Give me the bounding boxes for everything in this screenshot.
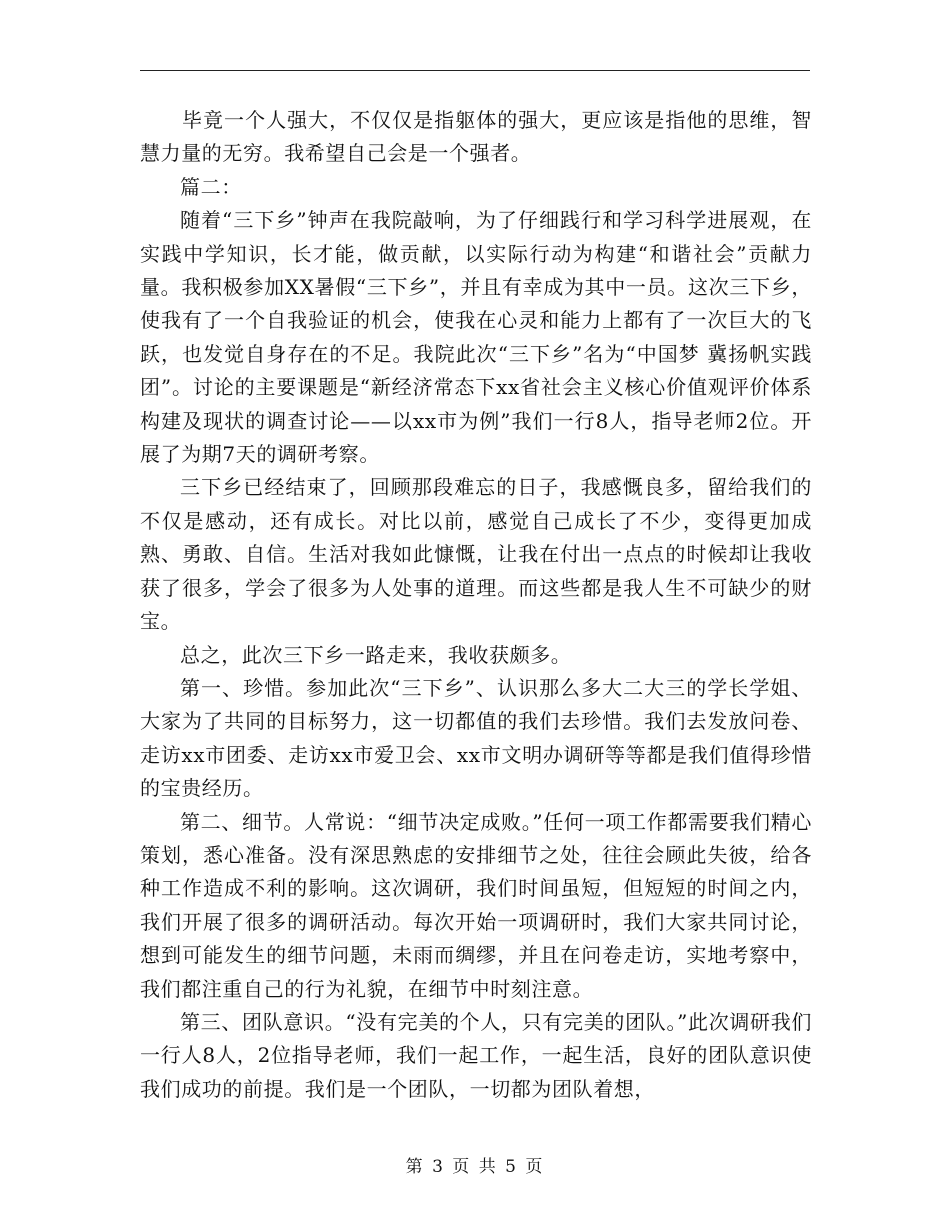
paragraph: 第二、细节。人常说：“细节决定成败。”任何一项工作都需要我们精心策划，悉心准备。没有深思熟虑的安排细节之处，往往会顾此失彼，给各种工作造成不利的影响。这次调研，我们时间虽短，但短短的时间之内，我们开展了很多的调研活动。每次开始一项调研时，我们大家共同讨论，想到可能发生的细节问题，未雨而绸缪，并且在问卷走访，实地考察中，我们都注重自己的行为礼貌，在细节中时刻注意。	[140, 809, 812, 1001]
page-number-footer: 第 3 页 共 5 页	[405, 1157, 545, 1177]
paragraph: 总之，此次三下乡一路走来，我收获颇多。	[180, 642, 572, 667]
paragraph: 篇二：	[180, 174, 242, 199]
paragraph: 第一、珍惜。参加此次“三下乡”、认识那么多大二大三的学长学姐、大家为了共同的目标努力，这一切都值的我们去珍惜。我们去发放问卷、走访xx市团委、走访xx市爱卫会、xx市文明办调研等等都是我们值得珍惜的宝贵经历。	[140, 675, 812, 801]
paragraph: 第三、团队意识。“没有完美的个人，只有完美的团队。”此次调研我们一行人8人，2位指导老师，我们一起工作，一起生活，良好的团队意识使我们成功的前提。我们是一个团队，一切都为团队着想，	[140, 1009, 812, 1101]
header-rule	[140, 70, 810, 71]
paragraph: 随着“三下乡”钟声在我院敲响，为了仔细践行和学习科学进展观，在实践中学知识，长才能，做贡献，以实际行动为构建“和谐社会”贡献力量。我积极参加XX暑假“三下乡”，并且有幸成为其中一员。这次三下乡，使我有了一个自我验证的机会，使我在心灵和能力上都有了一次巨大的飞跃，也发觉自身存在的不足。我院此次“三下乡”名为“中国梦 冀扬帆实践团”。讨论的主要课题是“新经济常态下xx省社会主义核心价值观评价体系构建及现状的调查讨论——以xx市为例”我们一行8人，指导老师2位。开展了为期7天的调研考察。	[140, 208, 812, 467]
document-body	[140, 104, 812, 1106]
paragraph: 三下乡已经结束了，回顾那段难忘的日子，我感慨良多，留给我们的不仅是感动，还有成长。对比以前，感觉自己成长了不少，变得更加成熟、勇敢、自信。生活对我如此慷慨，让我在付出一点点的时候却让我收获了很多，学会了很多为人处事的道理。而这些都是我人生不可缺少的财宝。	[140, 475, 812, 634]
paragraph: 毕竟一个人强大，不仅仅是指躯体的强大，更应该是指他的思维，智慧力量的无穷。我希望自己会是一个强者。	[140, 108, 812, 166]
